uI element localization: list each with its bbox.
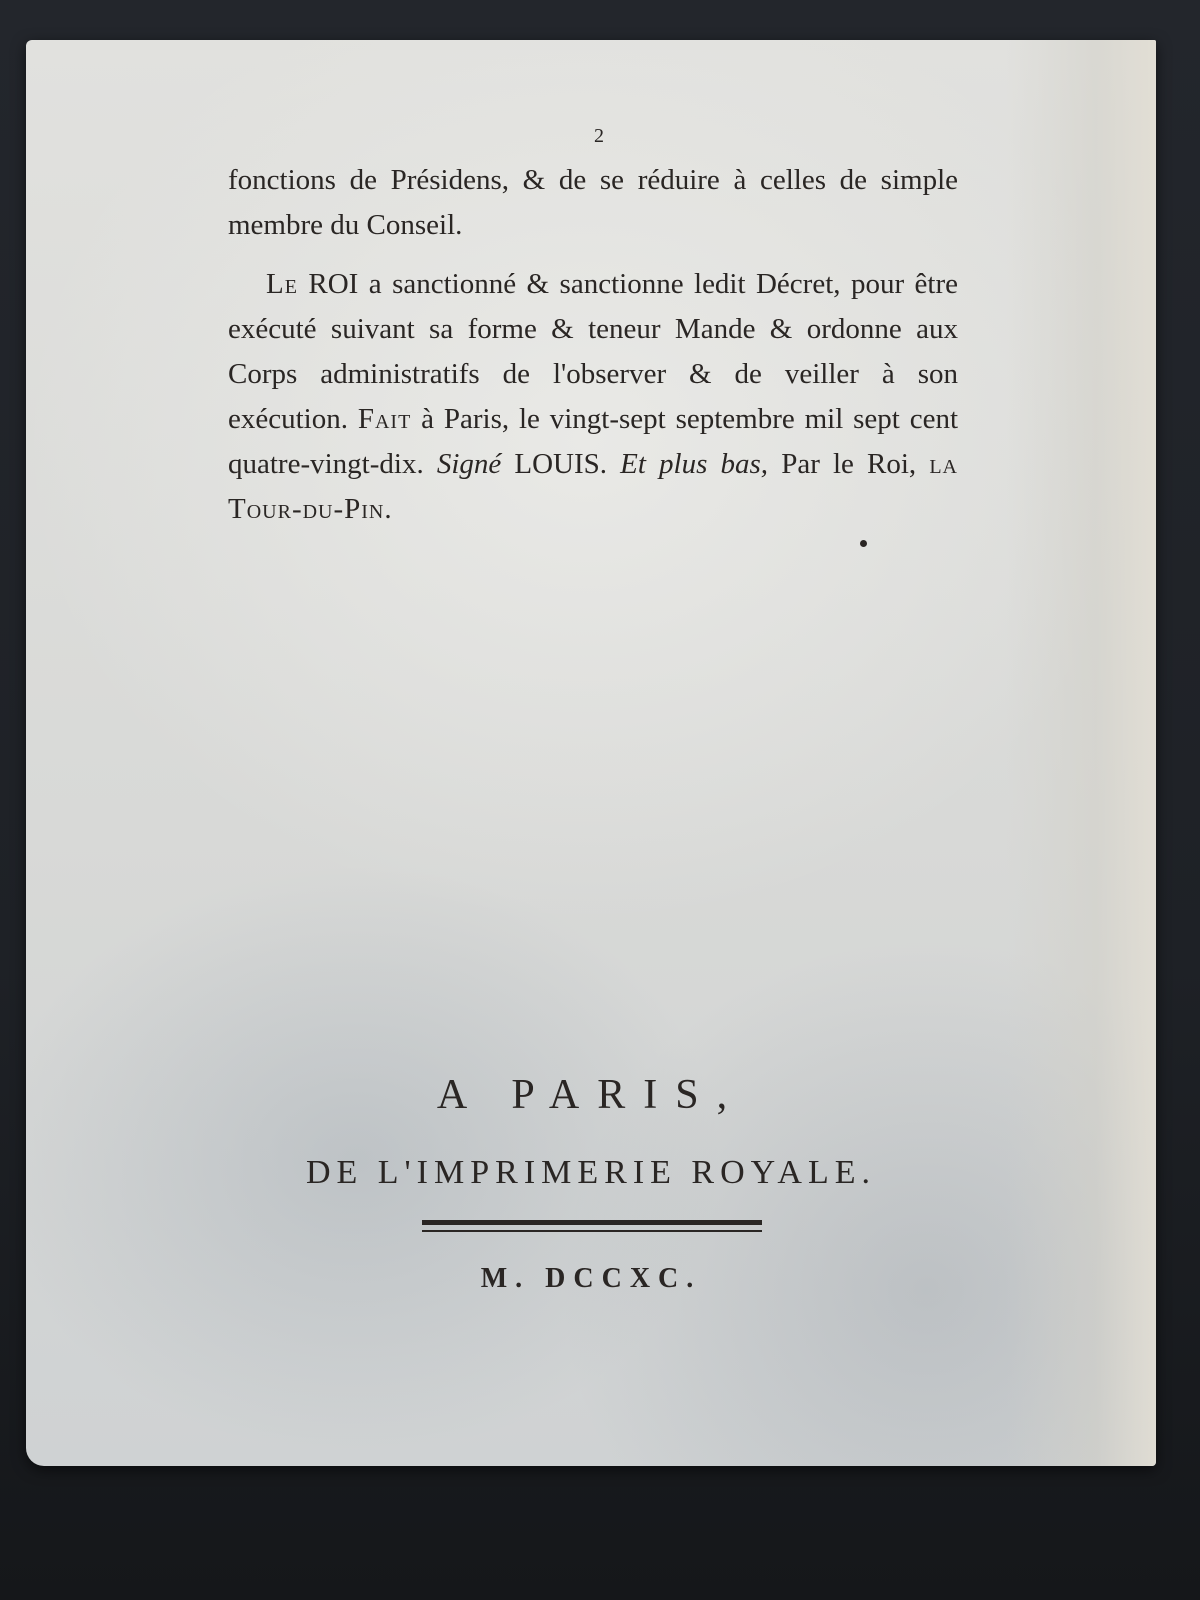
- signe-word: Signé: [436, 448, 502, 480]
- double-rule: [422, 1220, 762, 1234]
- imprint-year: M. DCCXC.: [480, 1263, 702, 1294]
- page-number: 2: [594, 125, 604, 147]
- body-text: [228, 158, 958, 532]
- paper-sheet: [26, 40, 1156, 1466]
- paragraph-1: fonctions de Présidens, & de se réduire à celles de simple membre du Conseil.: [228, 164, 958, 241]
- lead-word-roi: ROI: [308, 268, 359, 300]
- fait-word: Fait: [357, 403, 412, 435]
- et-plus-bas: Et plus bas,: [620, 448, 769, 480]
- rule-thin-line: [422, 1230, 762, 1232]
- paragraph-2: [228, 262, 958, 532]
- signature-louis: LOUIS.: [501, 448, 621, 480]
- printed-page: [26, 40, 1156, 1466]
- paragraph-2-text-1: a sanctionné & sanctionne ledit Décret, pour être exécuté suivant sa forme & teneur Mande & ordonne aux Corps administratifs de l'observer & de veiller à son exécution.: [228, 268, 959, 435]
- imprint-place: A PARIS,: [436, 1072, 746, 1118]
- imprint-printer: DE L'IMPRIMERIE ROYALE.: [305, 1154, 877, 1191]
- lead-word-le: Le: [266, 268, 298, 300]
- minister-name: la Tour-du-Pin.: [228, 448, 958, 525]
- rule-thick-line: [422, 1220, 762, 1225]
- par-le-roi: Par le Roi,: [768, 448, 930, 480]
- paragraph-2-text-2: à Paris, le vingt-sept septembre mil sept cent quatre-vingt-dix.: [228, 403, 958, 480]
- ink-spot: [860, 540, 867, 547]
